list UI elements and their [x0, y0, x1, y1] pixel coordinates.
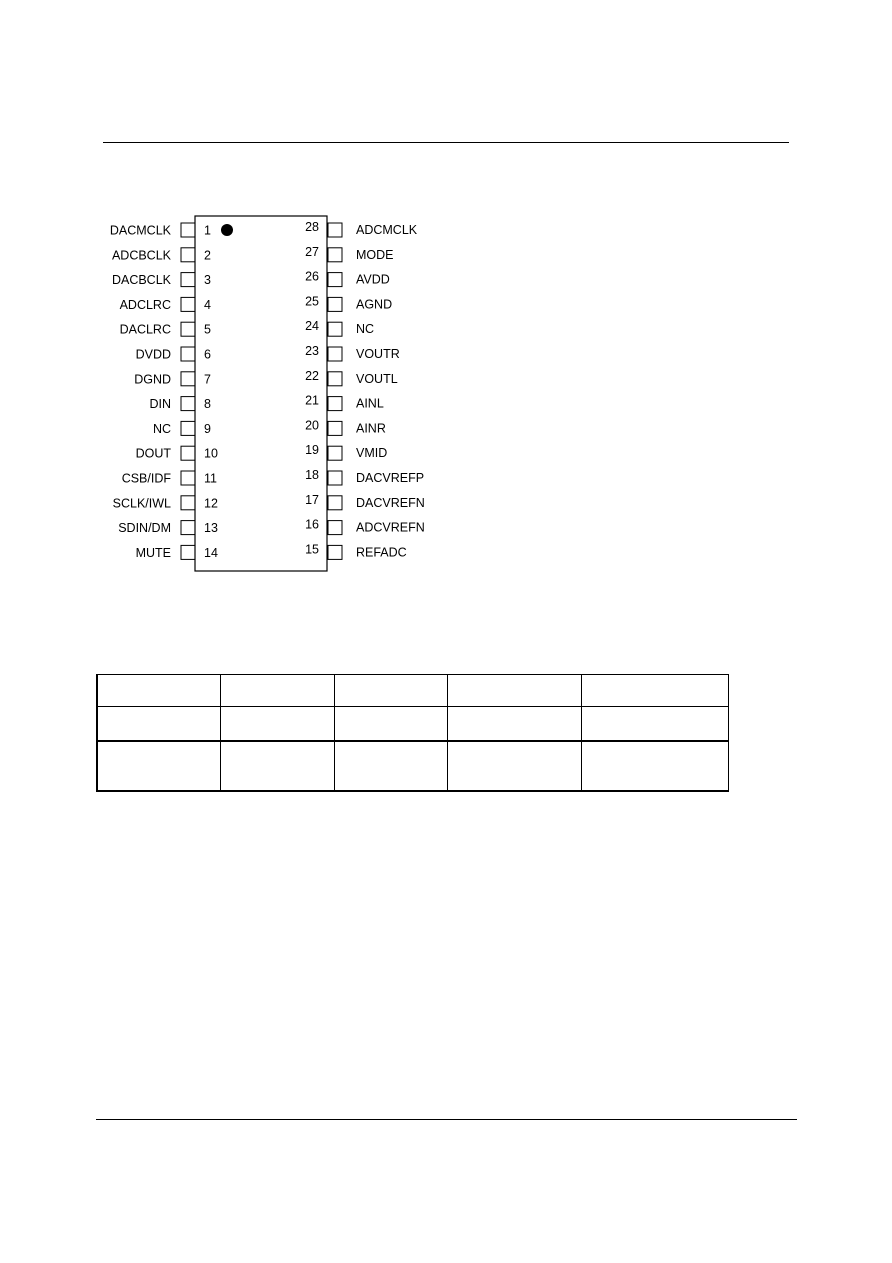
pin-17 [305, 493, 425, 510]
pin-27 [305, 245, 393, 262]
pin-14 [136, 545, 218, 560]
pin-number-label: 25 [305, 294, 319, 309]
table-cell [97, 675, 220, 707]
pinout-diagram [0, 0, 892, 620]
pin-name-label: ADCVREFN [356, 520, 425, 535]
pin-pad [181, 421, 195, 435]
pin-pad [328, 421, 342, 435]
pin-4 [120, 297, 211, 312]
pin-number-label: 9 [204, 421, 211, 436]
pin-pad [328, 521, 342, 535]
pin-pad [181, 273, 195, 287]
pin-15 [305, 542, 407, 559]
left-pin-column [110, 223, 218, 560]
table-row [97, 707, 728, 742]
pin-name-label: NC [152, 421, 171, 436]
table-cell [581, 675, 728, 707]
table-row [97, 675, 728, 707]
table-cell [334, 675, 447, 707]
pin-pad [328, 496, 342, 510]
pin-6 [136, 347, 211, 362]
table-cell [220, 741, 334, 791]
pin-name-label: REFADC [356, 545, 407, 560]
pin-pad [181, 496, 195, 510]
pin-9 [153, 421, 211, 436]
pin-name-label: AVDD [356, 272, 390, 287]
pin-number-label: 11 [204, 471, 217, 486]
pin-pad [181, 322, 195, 336]
pin-3 [112, 273, 211, 288]
pin-pad [328, 248, 342, 262]
pin-pad [181, 248, 195, 262]
pin-pad [328, 397, 342, 411]
table-cell [220, 707, 334, 742]
pin-pad [328, 545, 342, 559]
pin-5 [120, 322, 211, 337]
pin-12 [113, 496, 218, 511]
pin-pad [328, 471, 342, 485]
pin-name-label: SDIN/DM [118, 521, 171, 536]
pin-25 [305, 294, 392, 311]
pin-number-label: 13 [204, 521, 218, 536]
pin-number-label: 19 [305, 443, 319, 458]
pin-16 [305, 518, 425, 535]
pin-number-label: 8 [204, 397, 211, 412]
pin-24 [305, 319, 374, 336]
pin-name-label: DACLRC [119, 322, 171, 337]
pin-number-label: 2 [204, 248, 211, 263]
pin-name-label: ADCMCLK [356, 223, 418, 237]
pin-number-label: 7 [204, 372, 211, 387]
pin-number-label: 10 [204, 446, 218, 461]
pin-name-label: AINL [356, 396, 384, 411]
table-cell [581, 707, 728, 742]
pin1-marker-icon [221, 224, 233, 236]
pin-name-label: DVDD [135, 347, 171, 362]
pin-name-label: SCLK/IWL [112, 496, 171, 511]
pin-name-label: AINR [356, 421, 386, 436]
pin-pad [328, 446, 342, 460]
pin-pad [328, 223, 342, 237]
pin-name-label: CSB/IDF [121, 471, 171, 486]
pin-name-label: DACMCLK [109, 223, 171, 238]
pin-name-label: DACVREFN [356, 495, 425, 510]
pin-number-label: 12 [204, 496, 218, 511]
pin-pad [181, 471, 195, 485]
pin-7 [134, 372, 211, 387]
pin-name-label: MODE [356, 247, 394, 262]
table-cell [581, 741, 728, 791]
pin-number-label: 1 [204, 223, 211, 238]
pin-pad [181, 545, 195, 559]
pin-name-label: DIN [149, 397, 171, 412]
pin-name-label: AGND [356, 297, 393, 312]
table-cell [447, 741, 581, 791]
pin-number-label: 3 [204, 273, 211, 288]
pin-pad [328, 347, 342, 361]
pin-pad [328, 273, 342, 287]
pin-10 [136, 446, 218, 461]
pin-number-label: 5 [204, 322, 211, 337]
pin-name-label: DACBCLK [111, 273, 171, 288]
table-cell [447, 707, 581, 742]
pin-number-label: 14 [204, 545, 218, 560]
pin-pad [181, 397, 195, 411]
pin-number-label: 21 [305, 393, 319, 408]
table-cell [447, 675, 581, 707]
pin-23 [305, 344, 400, 361]
pin-name-label: DACVREFP [356, 471, 425, 485]
pin-name-label: VMID [356, 446, 388, 461]
right-pin-column [305, 220, 425, 559]
pin-name-label: VOUTL [356, 371, 398, 386]
table-row [97, 741, 728, 791]
ordering-information-table [96, 674, 729, 792]
pin-13 [118, 521, 218, 536]
pin-name-label: ADCBCLK [111, 248, 171, 263]
table-cell [334, 707, 447, 742]
pin-28 [305, 220, 418, 237]
pin-name-label: ADCLRC [119, 297, 171, 312]
pin-pad [181, 372, 195, 386]
footer-rule [96, 1119, 797, 1120]
pin-20 [305, 418, 386, 435]
pin-18 [305, 468, 424, 485]
pin-pad [181, 446, 195, 460]
pin-26 [305, 270, 390, 287]
pin-name-label: NC [356, 322, 375, 337]
pin-pad [328, 372, 342, 386]
pin-name-label: DOUT [135, 446, 171, 461]
pin-number-label: 27 [305, 244, 319, 259]
pin-pad [181, 347, 195, 361]
table-cell [97, 741, 220, 791]
pin-number-label: 15 [305, 542, 319, 557]
pin-number-label: 16 [305, 517, 319, 532]
pin-number-label: 26 [305, 269, 319, 284]
pin-number-label: 24 [305, 319, 319, 334]
pin-name-label: VOUTR [356, 347, 400, 361]
pin-number-label: 4 [204, 297, 211, 312]
pin-number-label: 28 [305, 220, 319, 234]
pin-pad [328, 322, 342, 336]
pin-22 [305, 369, 398, 386]
pin-pad [328, 297, 342, 311]
table-cell [334, 741, 447, 791]
table-cell [220, 675, 334, 707]
pin-21 [305, 394, 384, 411]
table-cell [97, 707, 220, 742]
pin-name-label: DGND [134, 372, 171, 387]
pin-number-label: 17 [305, 492, 319, 507]
pin-name-label: MUTE [135, 545, 171, 560]
pin-11 [122, 471, 217, 486]
pin-number-label: 22 [305, 368, 319, 383]
pin-number-label: 18 [305, 468, 319, 482]
pin-number-label: 20 [305, 418, 319, 433]
pin-number-label: 23 [305, 344, 319, 358]
pin-19 [305, 443, 387, 460]
pin-1 [110, 223, 211, 238]
pin-pad [181, 297, 195, 311]
pin-pad [181, 223, 195, 237]
pin-pad [181, 521, 195, 535]
pin-2 [112, 248, 211, 262]
pin-number-label: 6 [204, 347, 211, 362]
pin-8 [149, 397, 211, 412]
